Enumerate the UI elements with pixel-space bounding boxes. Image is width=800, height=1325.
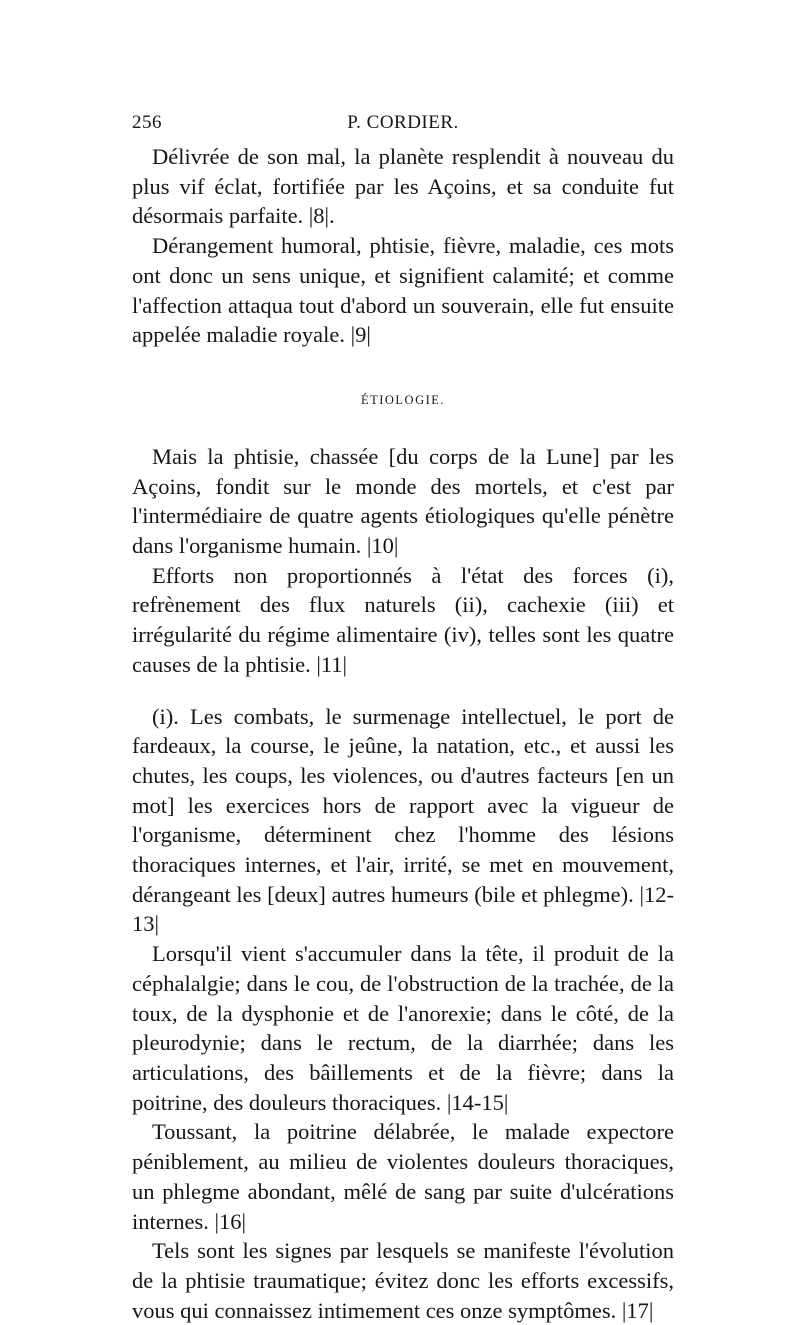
- text-block-top: [132, 142, 674, 350]
- book-page: [132, 112, 674, 1325]
- spacer: [132, 680, 674, 702]
- paragraph: Efforts non proportionnés à l'état des forces (i), refrènement des flux naturels (ii), cachexie (iii) et irrégularité du régime alimentaire (iv), telles sont les quatre causes de la phtisie. |11|: [132, 562, 674, 677]
- paragraph: Dérangement humoral, phtisie, fièvre, maladie, ces mots ont donc un sens unique, et signifient calamité; et comme l'affection attaqua tout d'abord un souverain, elle fut ensuite appelée maladie royale. |9|: [132, 233, 674, 348]
- paragraph: Mais la phtisie, chassée [du corps de la Lune] par les Açoins, fondit sur le monde des mortels, et c'est par l'intermédiaire de quatre agents étiologiques qu'elle pénètre dans l'organisme humain. |10|: [132, 443, 674, 559]
- paragraph: (i). Les combats, le surmenage intellectuel, le port de fardeaux, la course, le jeûne, la natation, etc., et aussi les chutes, les coups, les violences, ou d'autres facteurs [en un mot] les exercices hors de rapport avec la vigueur de l'organisme, déterminent chez l'homme des lésions thoraciques internes, et l'air, irrité, se met en mouvement, dérangeant les [deux] autres humeurs (bile et phlegme). |12-13|: [132, 703, 674, 937]
- paragraph: Tels sont les signes par lesquels se manifeste l'évolution de la phtisie traumatique; évitez donc les efforts excessifs, vous qui connaissez intimement ces onze symptômes. |17|: [132, 1238, 674, 1323]
- text-block-notes: [132, 702, 674, 1325]
- paragraph: Lorsqu'il vient s'accumuler dans la tête, il produit de la céphalalgie; dans le cou, de l'obstruction de la trachée, de la toux, de la dysphonie et de l'anorexie; dans le côté, de la pleurodynie; dans le rectum, de la diarrhée; dans les articulations, des bâillements et de la fièvre; dans la poitrine, des douleurs thoraciques. |14-15|: [132, 941, 674, 1115]
- section-title: ÉTIOLOGIE.: [360, 392, 446, 407]
- page-header: [132, 112, 674, 142]
- paragraph: Délivrée de son mal, la planète resplendit à nouveau du plus vif éclat, fortifiée par les Açoins, et sa conduite fut désormais parfaite. |8|.: [132, 144, 674, 229]
- paragraph: Toussant, la poitrine délabrée, le malade expectore péniblement, au milieu de violentes douleurs thoraciques, un phlegme abondant, mêlé de sang par suite d'ulcérations internes. |16|: [132, 1119, 674, 1234]
- text-block-section: [132, 442, 674, 680]
- running-head: P. CORDIER.: [347, 112, 459, 133]
- page-number: 256: [132, 112, 162, 133]
